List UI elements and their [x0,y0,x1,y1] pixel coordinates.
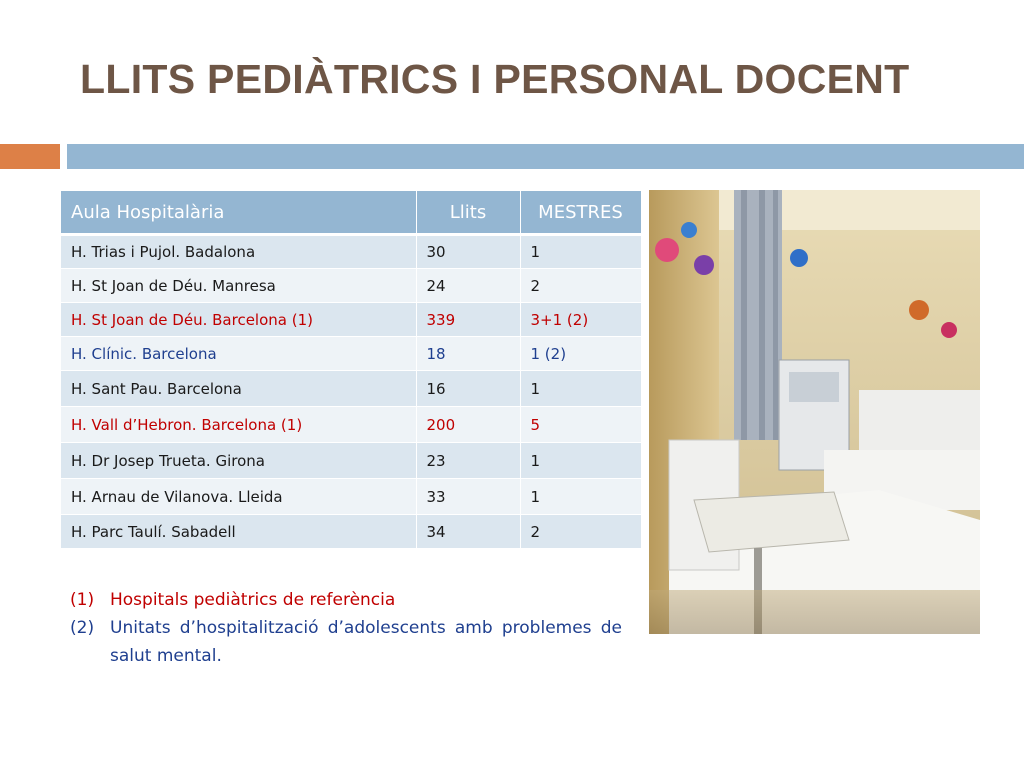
cell-llits: 200 [416,407,520,443]
cell-hospital: H. Parc Taulí. Sabadell [61,515,416,549]
footnote-number: (2) [70,618,95,638]
table-row [61,479,641,515]
cell-hospital: H. St Joan de Déu. Manresa [61,269,416,303]
cell-hospital: H. St Joan de Déu. Barcelona (1) [61,303,416,337]
cell-llits: 24 [416,269,520,303]
table-row [61,269,641,303]
cell-hospital: H. Sant Pau. Barcelona [61,371,416,407]
footnote-1 [70,586,622,614]
header-mestres: MESTRES [520,191,641,235]
cell-hospital: H. Vall d’Hebron. Barcelona (1) [61,407,416,443]
footnote-2 [70,614,622,670]
table-row [61,337,641,371]
cell-llits: 34 [416,515,520,549]
slide-title: LLITS PEDIÀTRICS I PERSONAL DOCENT [80,56,910,102]
footnotes [70,586,622,670]
table-row [61,407,641,443]
table-row [61,303,641,337]
hospital-room-photo [649,190,980,634]
cell-mestres: 1 [520,235,641,269]
accent-bar-orange [0,144,60,169]
cell-mestres: 1 [520,443,641,479]
header-aula: Aula Hospitalària [61,191,416,235]
table-header-row [61,191,641,235]
table-row [61,235,641,269]
cell-mestres: 1 (2) [520,337,641,371]
cell-llits: 30 [416,235,520,269]
cell-llits: 18 [416,337,520,371]
table-row [61,515,641,549]
cell-mestres: 2 [520,515,641,549]
footnote-number: (1) [70,590,95,610]
cell-llits: 33 [416,479,520,515]
table-row [61,371,641,407]
cell-mestres: 1 [520,371,641,407]
cell-hospital: H. Clínic. Barcelona [61,337,416,371]
cell-mestres: 1 [520,479,641,515]
footnote-text: Unitats d’hospitalització d’adolescents amb problemes de salut mental. [110,618,622,666]
header-llits: Llits [416,191,520,235]
cell-mestres: 2 [520,269,641,303]
cell-llits: 16 [416,371,520,407]
hospital-table [61,191,642,549]
table-row [61,443,641,479]
cell-mestres: 3+1 (2) [520,303,641,337]
footnote-text: Hospitals pediàtrics de referència [110,590,396,610]
cell-llits: 339 [416,303,520,337]
cell-hospital: H. Arnau de Vilanova. Lleida [61,479,416,515]
cell-hospital: H. Dr Josep Trueta. Girona [61,443,416,479]
cell-llits: 23 [416,443,520,479]
hospital-room-illustration [649,190,980,634]
cell-hospital: H. Trias i Pujol. Badalona [61,235,416,269]
accent-bar-blue [67,144,1024,169]
cell-mestres: 5 [520,407,641,443]
